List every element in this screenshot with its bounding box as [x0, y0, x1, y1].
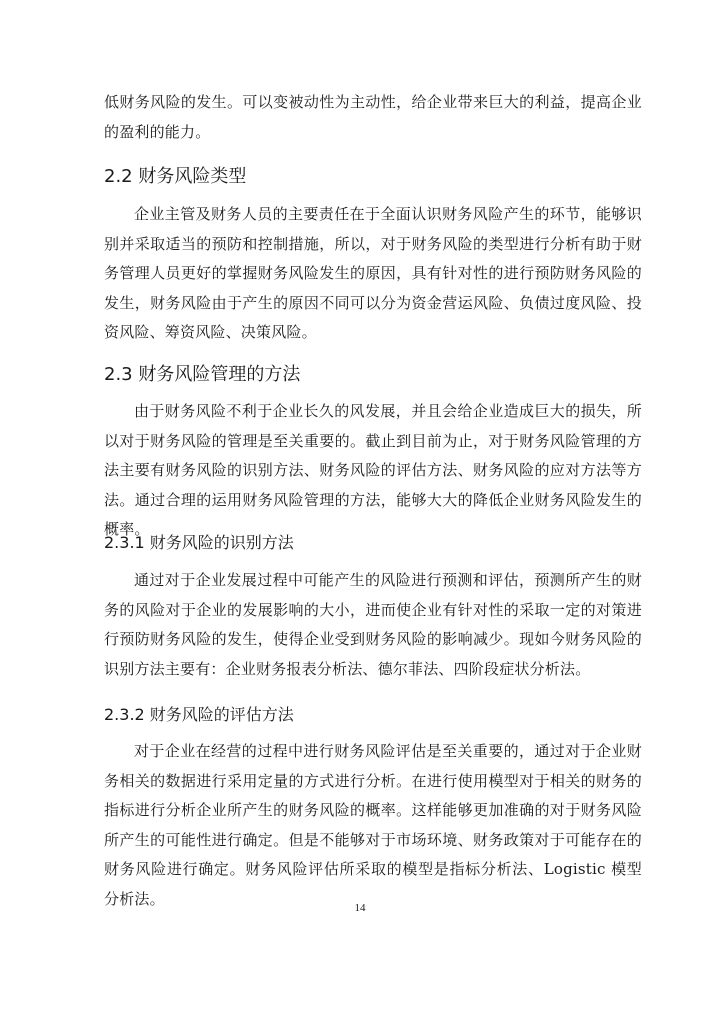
heading-2-2: 2.2 财务风险类型 [104, 166, 247, 187]
paragraph-2-3-2: 对于企业在经营的过程中进行财务风险评估是至关重要的，通过对于企业财务相关的数据进行采用定量的方式进行分析。在进行使用模型对于相关的财务的指标进行分析企业所产生的财务风险的概率。这样能够更加准确的对于财务风险所产生的可能性进行确定。但是不能够对于市场环境、财务政策对于可能存在的财务风险进行确定。财务风险评估所采取的模型是指标分析法、Logistic 模型分析法。 [104, 742, 642, 908]
heading-2-3: 2.3 财务风险管理的方法 [104, 364, 301, 385]
paragraph-2-3-1: 通过对于企业发展过程中可能产生的风险进行预测和评估，预测所产生的财务的风险对于企业的发展影响的大小，进而使企业有针对性的采取一定的对策进行预防财务风险的发生，使得企业受到财务风险的影响减少。现如今财务风险的识别方法主要有：企业财务报表分析法、德尔菲法、四阶段症状分析法。 [104, 571, 642, 678]
intro-paragraph: 低财务风险的发生。可以变被动性为主动性，给企业带来巨大的利益，提高企业的盈利的能力。 [104, 93, 642, 141]
heading-2-3-1: 2.3.1 财务风险的识别方法 [104, 533, 294, 552]
paragraph-2-2: 企业主管及财务人员的主要责任在于全面认识财务风险产生的环节，能够识别并采取适当的预防和控制措施，所以，对于财务风险的类型进行分析有助于财务管理人员更好的掌握财务风险发生的原因，具有针对性的进行预防财务风险的发生，财务风险由于产生的原因不同可以分为资金营运风险、负债过度风险、投资风险、筹资风险、决策风险。 [104, 205, 642, 341]
page-number: 14 [354, 902, 366, 914]
paragraph-2-3: 由于财务风险不利于企业长久的风发展，并且会给企业造成巨大的损失，所以对于财务风险的管理是至关重要的。截止到目前为止，对于财务风险管理的方法主要有财务风险的识别方法、财务风险的评估方法、财务风险的应对方法等方法。通过合理的运用财务风险管理的方法，能够大大的降低企业财务风险发生的概率。 [104, 402, 642, 538]
heading-2-3-2: 2.3.2 财务风险的评估方法 [104, 705, 294, 724]
